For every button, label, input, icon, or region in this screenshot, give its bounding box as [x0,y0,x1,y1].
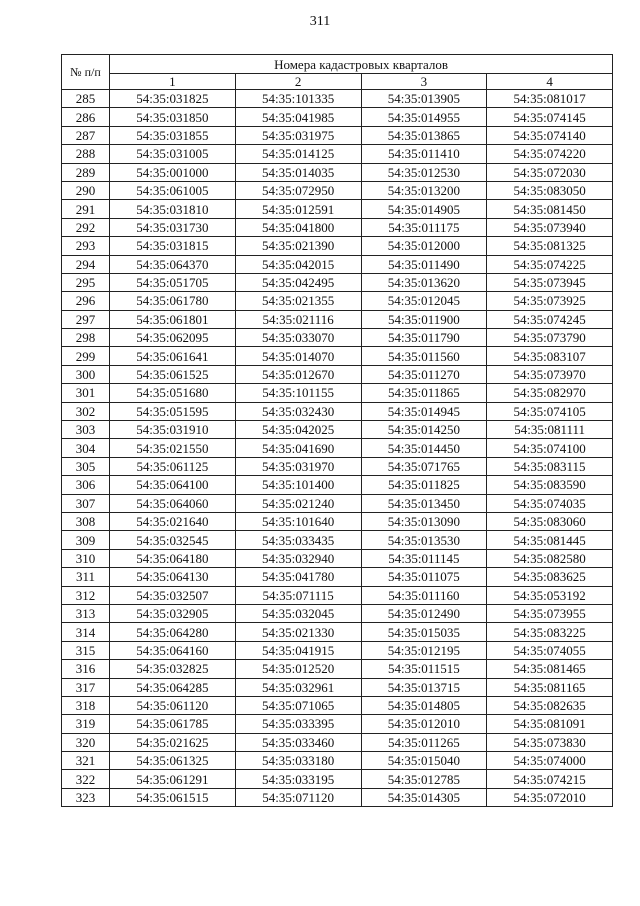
table-row [62,163,613,181]
cadastral-number-cell: 54:35:011515 [361,660,487,678]
cadastral-number-cell: 54:35:011560 [361,347,487,365]
row-number-cell: 302 [62,402,110,420]
cadastral-number-cell: 54:35:011790 [361,329,487,347]
row-number-cell: 322 [62,770,110,788]
cadastral-number-cell: 54:35:012000 [361,237,487,255]
cadastral-number-cell: 54:35:064100 [110,476,236,494]
table-row [62,126,613,144]
table-row [62,494,613,512]
cadastral-number-cell: 54:35:032507 [110,586,236,604]
table-row [62,292,613,310]
row-number-cell: 306 [62,476,110,494]
row-number-cell: 297 [62,310,110,328]
cadastral-number-cell: 54:35:071115 [235,586,361,604]
cadastral-number-cell: 54:35:031850 [110,108,236,126]
cadastral-number-cell: 54:35:014070 [235,347,361,365]
cadastral-number-cell: 54:35:013865 [361,126,487,144]
cadastral-number-cell: 54:35:061525 [110,365,236,383]
cadastral-number-cell: 54:35:083115 [487,457,613,475]
table-row [62,108,613,126]
table-row [62,273,613,291]
row-number-cell: 301 [62,384,110,402]
cadastral-number-cell: 54:35:061291 [110,770,236,788]
cadastral-number-cell: 54:35:021550 [110,439,236,457]
cadastral-number-cell: 54:35:012520 [235,660,361,678]
cadastral-number-cell: 54:35:083225 [487,623,613,641]
cadastral-number-cell: 54:35:031970 [235,457,361,475]
cadastral-number-cell: 54:35:021240 [235,494,361,512]
table-row [62,604,613,622]
cadastral-number-cell: 54:35:101640 [235,512,361,530]
cadastral-number-cell: 54:35:064280 [110,623,236,641]
cadastral-number-cell: 54:35:013200 [361,181,487,199]
cadastral-number-cell: 54:35:011490 [361,255,487,273]
row-number-cell: 303 [62,421,110,439]
cadastral-number-cell: 54:35:041780 [235,568,361,586]
row-number-cell: 286 [62,108,110,126]
cadastral-number-cell: 54:35:073970 [487,365,613,383]
cadastral-number-cell: 54:35:081091 [487,715,613,733]
cadastral-quarters-table [61,54,613,807]
table-row [62,678,613,696]
cadastral-number-cell: 54:35:072030 [487,163,613,181]
cadastral-number-cell: 54:35:061785 [110,715,236,733]
cadastral-number-cell: 54:35:081111 [487,421,613,439]
table-row [62,770,613,788]
cadastral-number-cell: 54:35:014805 [361,696,487,714]
table-row [62,457,613,475]
cadastral-number-cell: 54:35:031005 [110,145,236,163]
cadastral-number-cell: 54:35:021625 [110,733,236,751]
cadastral-number-cell: 54:35:032045 [235,604,361,622]
table-row [62,641,613,659]
cadastral-number-cell: 54:35:073790 [487,329,613,347]
cadastral-number-cell: 54:35:081017 [487,90,613,108]
row-number-cell: 295 [62,273,110,291]
cadastral-number-cell: 54:35:051680 [110,384,236,402]
cadastral-number-cell: 54:35:014905 [361,200,487,218]
group-header: Номера кадастровых кварталов [110,55,613,74]
cadastral-number-cell: 54:35:011160 [361,586,487,604]
cadastral-number-cell: 54:35:033435 [235,531,361,549]
cadastral-number-cell: 54:35:081165 [487,678,613,696]
cadastral-number-cell: 54:35:021116 [235,310,361,328]
table-body [62,90,613,807]
cadastral-number-cell: 54:35:072950 [235,181,361,199]
cadastral-number-cell: 54:35:074055 [487,641,613,659]
table-row [62,365,613,383]
row-number-cell: 293 [62,237,110,255]
cadastral-number-cell: 54:35:074225 [487,255,613,273]
cadastral-number-cell: 54:35:033395 [235,715,361,733]
cadastral-number-cell: 54:35:033195 [235,770,361,788]
row-number-cell: 291 [62,200,110,218]
cadastral-number-cell: 54:35:083590 [487,476,613,494]
cadastral-number-cell: 54:35:083060 [487,512,613,530]
cadastral-number-cell: 54:35:032545 [110,531,236,549]
cadastral-number-cell: 54:35:014945 [361,402,487,420]
column-number-header: 1 [110,74,236,90]
column-number-header: 4 [487,74,613,90]
cadastral-number-cell: 54:35:072010 [487,788,613,806]
cadastral-number-cell: 54:35:013450 [361,494,487,512]
table-row [62,568,613,586]
row-number-cell: 311 [62,568,110,586]
cadastral-number-cell: 54:35:021330 [235,623,361,641]
cadastral-number-cell: 54:35:031910 [110,421,236,439]
table-row [62,623,613,641]
cadastral-number-cell: 54:35:031855 [110,126,236,144]
row-number-cell: 316 [62,660,110,678]
cadastral-number-cell: 54:35:074245 [487,310,613,328]
row-number-cell: 308 [62,512,110,530]
table-row [62,439,613,457]
table-row [62,549,613,567]
cadastral-number-cell: 54:35:021355 [235,292,361,310]
cadastral-number-cell: 54:35:031810 [110,200,236,218]
cadastral-number-cell: 54:35:011145 [361,549,487,567]
cadastral-number-cell: 54:35:101400 [235,476,361,494]
cadastral-number-cell: 54:35:011270 [361,365,487,383]
cadastral-number-cell: 54:35:032961 [235,678,361,696]
cadastral-number-cell: 54:35:082635 [487,696,613,714]
cadastral-number-cell: 54:35:015035 [361,623,487,641]
row-number-cell: 310 [62,549,110,567]
cadastral-number-cell: 54:35:012195 [361,641,487,659]
cadastral-number-cell: 54:35:064370 [110,255,236,273]
cadastral-number-cell: 54:35:012010 [361,715,487,733]
cadastral-number-cell: 54:35:013715 [361,678,487,696]
cadastral-number-cell: 54:35:074220 [487,145,613,163]
cadastral-number-cell: 54:35:011865 [361,384,487,402]
table-row [62,696,613,714]
row-number-cell: 307 [62,494,110,512]
cadastral-number-cell: 54:35:061780 [110,292,236,310]
row-number-cell: 304 [62,439,110,457]
cadastral-number-cell: 54:35:073925 [487,292,613,310]
table-row [62,788,613,806]
table-row [62,237,613,255]
table-row [62,145,613,163]
cadastral-number-cell: 54:35:101155 [235,384,361,402]
row-number-cell: 287 [62,126,110,144]
cadastral-number-cell: 54:35:042025 [235,421,361,439]
row-number-cell: 315 [62,641,110,659]
cadastral-number-cell: 54:35:064180 [110,549,236,567]
table-header [62,55,613,90]
table-row [62,402,613,420]
row-number-cell: 290 [62,181,110,199]
table-row [62,181,613,199]
cadastral-number-cell: 54:35:014305 [361,788,487,806]
cadastral-number-cell: 54:35:031825 [110,90,236,108]
row-number-cell: 292 [62,218,110,236]
cadastral-number-cell: 54:35:064060 [110,494,236,512]
cadastral-number-cell: 54:35:083625 [487,568,613,586]
cadastral-number-cell: 54:35:013905 [361,90,487,108]
cadastral-number-cell: 54:35:081445 [487,531,613,549]
table-row [62,347,613,365]
row-number-cell: 296 [62,292,110,310]
cadastral-number-cell: 54:35:074035 [487,494,613,512]
table-row [62,531,613,549]
row-number-cell: 312 [62,586,110,604]
cadastral-number-cell: 54:35:071120 [235,788,361,806]
cadastral-number-cell: 54:35:074000 [487,752,613,770]
row-number-cell: 321 [62,752,110,770]
row-number-cell: 314 [62,623,110,641]
cadastral-number-cell: 54:35:012530 [361,163,487,181]
cadastral-number-cell: 54:35:074140 [487,126,613,144]
cadastral-number-cell: 54:35:031730 [110,218,236,236]
cadastral-number-cell: 54:35:064160 [110,641,236,659]
table-row [62,218,613,236]
cadastral-number-cell: 54:35:082970 [487,384,613,402]
cadastral-number-cell: 54:35:081325 [487,237,613,255]
cadastral-number-cell: 54:35:032940 [235,549,361,567]
table-row [62,586,613,604]
cadastral-number-cell: 54:35:021390 [235,237,361,255]
cadastral-number-cell: 54:35:021640 [110,512,236,530]
table-row [62,715,613,733]
cadastral-number-cell: 54:35:061125 [110,457,236,475]
row-number-cell: 299 [62,347,110,365]
cadastral-number-cell: 54:35:101335 [235,90,361,108]
cadastral-number-cell: 54:35:032430 [235,402,361,420]
table-row [62,476,613,494]
row-number-cell: 298 [62,329,110,347]
row-number-cell: 288 [62,145,110,163]
table-row [62,310,613,328]
cadastral-number-cell: 54:35:083107 [487,347,613,365]
row-number-cell: 320 [62,733,110,751]
cadastral-number-cell: 54:35:013530 [361,531,487,549]
table-row [62,384,613,402]
header-row-column-numbers [62,74,613,90]
cadastral-number-cell: 54:35:073955 [487,604,613,622]
row-number-header: № п/п [62,55,110,90]
cadastral-number-cell: 54:35:073940 [487,218,613,236]
cadastral-number-cell: 54:35:012490 [361,604,487,622]
row-number-cell: 300 [62,365,110,383]
cadastral-number-cell: 54:35:032905 [110,604,236,622]
cadastral-number-cell: 54:35:074100 [487,439,613,457]
row-number-cell: 294 [62,255,110,273]
cadastral-number-cell: 54:35:083050 [487,181,613,199]
cadastral-number-cell: 54:35:051595 [110,402,236,420]
cadastral-number-cell: 54:35:041985 [235,108,361,126]
cadastral-number-cell: 54:35:064285 [110,678,236,696]
row-number-cell: 313 [62,604,110,622]
table-row [62,200,613,218]
cadastral-number-cell: 54:35:074105 [487,402,613,420]
cadastral-number-cell: 54:35:073945 [487,273,613,291]
column-number-header: 3 [361,74,487,90]
cadastral-number-cell: 54:35:031815 [110,237,236,255]
cadastral-number-cell: 54:35:053192 [487,586,613,604]
cadastral-number-cell: 54:35:033180 [235,752,361,770]
cadastral-number-cell: 54:35:042015 [235,255,361,273]
cadastral-number-cell: 54:35:014450 [361,439,487,457]
row-number-cell: 319 [62,715,110,733]
cadastral-number-cell: 54:35:014125 [235,145,361,163]
cadastral-number-cell: 54:35:033070 [235,329,361,347]
cadastral-number-cell: 54:35:074215 [487,770,613,788]
cadastral-number-cell: 54:35:011825 [361,476,487,494]
cadastral-number-cell: 54:35:061325 [110,752,236,770]
cadastral-number-cell: 54:35:012785 [361,770,487,788]
cadastral-number-cell: 54:35:061120 [110,696,236,714]
cadastral-number-cell: 54:35:012591 [235,200,361,218]
row-number-cell: 323 [62,788,110,806]
cadastral-number-cell: 54:35:013090 [361,512,487,530]
row-number-cell: 309 [62,531,110,549]
cadastral-number-cell: 54:35:081465 [487,660,613,678]
header-row-title [62,55,613,74]
row-number-cell: 285 [62,90,110,108]
row-number-cell: 317 [62,678,110,696]
cadastral-number-cell: 54:35:071765 [361,457,487,475]
cadastral-number-cell: 54:35:041690 [235,439,361,457]
cadastral-number-cell: 54:35:061515 [110,788,236,806]
cadastral-number-cell: 54:35:032825 [110,660,236,678]
cadastral-number-cell: 54:35:041915 [235,641,361,659]
row-number-cell: 289 [62,163,110,181]
cadastral-number-cell: 54:35:051705 [110,273,236,291]
cadastral-number-cell: 54:35:071065 [235,696,361,714]
cadastral-number-cell: 54:35:011900 [361,310,487,328]
cadastral-number-cell: 54:35:012045 [361,292,487,310]
cadastral-number-cell: 54:35:041800 [235,218,361,236]
cadastral-number-cell: 54:35:081450 [487,200,613,218]
cadastral-number-cell: 54:35:061801 [110,310,236,328]
cadastral-number-cell: 54:35:014955 [361,108,487,126]
cadastral-number-cell: 54:35:082580 [487,549,613,567]
cadastral-number-cell: 54:35:011075 [361,568,487,586]
cadastral-number-cell: 54:35:042495 [235,273,361,291]
cadastral-number-cell: 54:35:073830 [487,733,613,751]
table-row [62,512,613,530]
table-row [62,255,613,273]
cadastral-number-cell: 54:35:012670 [235,365,361,383]
row-number-cell: 305 [62,457,110,475]
cadastral-number-cell: 54:35:061641 [110,347,236,365]
cadastral-number-cell: 54:35:011410 [361,145,487,163]
cadastral-number-cell: 54:35:011265 [361,733,487,751]
row-number-cell: 318 [62,696,110,714]
cadastral-number-cell: 54:35:015040 [361,752,487,770]
cadastral-number-cell: 54:35:031975 [235,126,361,144]
table-row [62,421,613,439]
cadastral-number-cell: 54:35:074145 [487,108,613,126]
table-row [62,733,613,751]
table-row [62,329,613,347]
cadastral-number-cell: 54:35:011175 [361,218,487,236]
cadastral-number-cell: 54:35:013620 [361,273,487,291]
table-row [62,90,613,108]
cadastral-number-cell: 54:35:061005 [110,181,236,199]
cadastral-number-cell: 54:35:033460 [235,733,361,751]
table-row [62,660,613,678]
cadastral-number-cell: 54:35:001000 [110,163,236,181]
table-row [62,752,613,770]
cadastral-number-cell: 54:35:014250 [361,421,487,439]
column-number-header: 2 [235,74,361,90]
cadastral-number-cell: 54:35:064130 [110,568,236,586]
cadastral-number-cell: 54:35:014035 [235,163,361,181]
page-number: 311 [309,14,331,29]
cadastral-number-cell: 54:35:062095 [110,329,236,347]
